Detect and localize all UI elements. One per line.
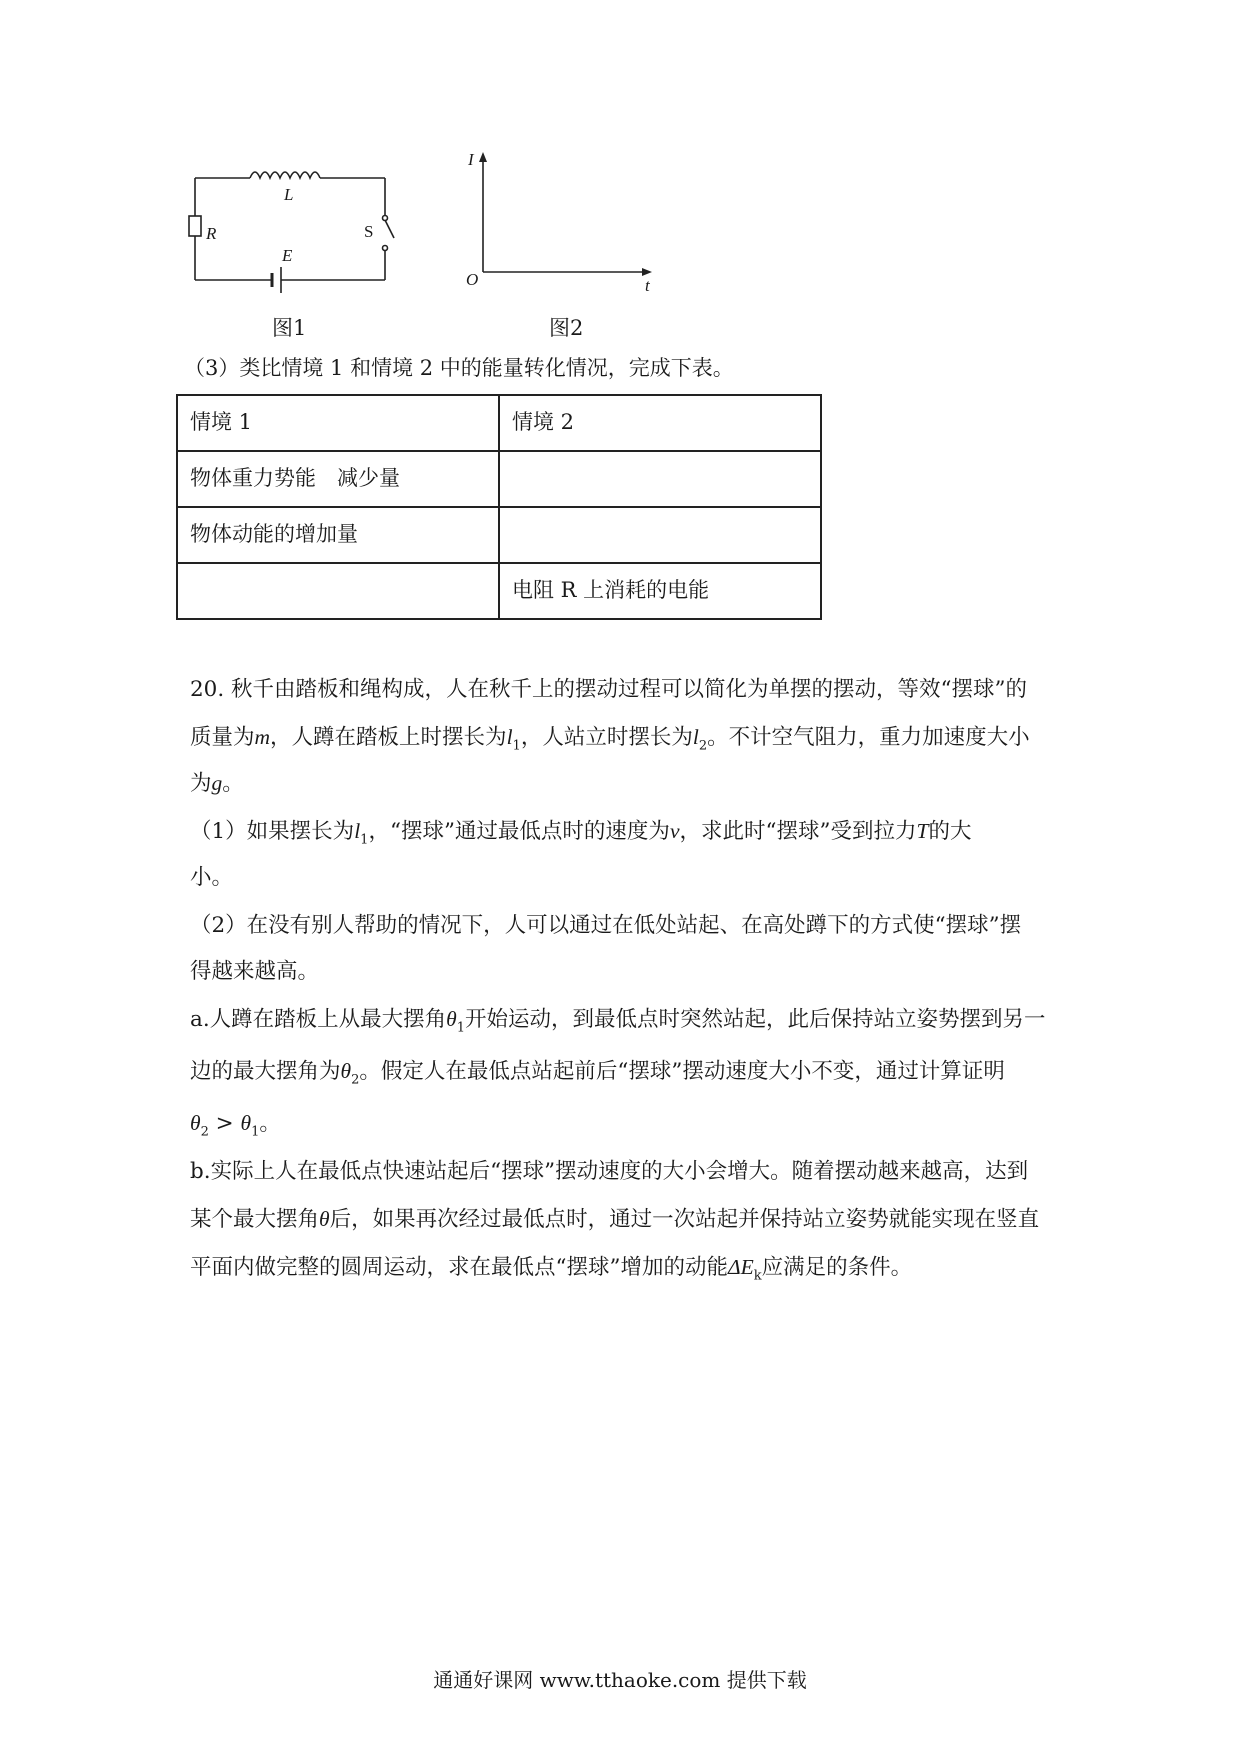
text: 。假定人在最低点站起前后“摆球”摆动速度大小不变，通过计算证明 (359, 1059, 1005, 1084)
text: ，人站立时摆长为 (520, 725, 693, 750)
page-footer: 通通好课网 www.tthaoke.com 提供下载 (433, 1668, 807, 1692)
var-theta: θ (446, 1007, 457, 1031)
battery-label: E (282, 246, 293, 265)
text: 。 (222, 771, 244, 796)
q20-part1-line1 (190, 818, 1070, 853)
text: ，人蹲在踏板上时摆长为 (270, 725, 507, 750)
q20-a-line3 (190, 1110, 1070, 1145)
var-m: m (254, 725, 271, 749)
table-cell: 物体动能的增加量 (177, 507, 499, 563)
var-l: l (506, 725, 513, 749)
table-row (177, 451, 821, 507)
text: 应满足的条件。 (761, 1255, 913, 1280)
var-theta: θ (340, 1059, 352, 1083)
inequality: > (208, 1111, 241, 1136)
q20-b-line1 (190, 1158, 1070, 1185)
var-v: v (669, 819, 680, 843)
table-row (177, 507, 821, 563)
text: a.人蹲在踏板上从最大摆角 (190, 1007, 447, 1032)
var-theta: θ (240, 1111, 252, 1135)
table-row (177, 563, 821, 619)
text: 开始运动，到最低点时突然站起，此后保持站立姿势摆到另一 (465, 1007, 1046, 1032)
var-g: g (211, 771, 223, 795)
subscript: 1 (512, 738, 521, 754)
q20-b-line2 (190, 1206, 1070, 1233)
text: b.实际上人在最低点快速站起后“摆球”摆动速度的大小会增大。随着摆动越来越高，达到 (190, 1159, 1029, 1184)
table-cell: 情境 2 (499, 395, 821, 451)
q20-a-line2 (190, 1058, 1070, 1093)
figure2-caption: 图2 (549, 316, 584, 340)
origin-label: O (466, 270, 479, 289)
text: 。不计空气阻力，重力加速度大小 (707, 725, 1030, 750)
figure1-caption: 图1 (272, 316, 307, 340)
switch-label: S (364, 222, 374, 241)
table-row (177, 395, 821, 451)
q20-intro-line3 (190, 770, 1070, 797)
text: 边的最大摆角为 (190, 1059, 341, 1084)
table-cell: 物体重力势能 减少量 (177, 451, 499, 507)
text: 的大 (928, 819, 972, 844)
q20-a-line1 (190, 1006, 1070, 1041)
q20-intro-line2 (190, 724, 1070, 759)
text: 秋千由踏板和绳构成，人在秋千上的摆动过程可以简化为单摆的摆动，等效“摆球”的 (231, 677, 1028, 702)
var-theta: θ (319, 1207, 330, 1231)
text: 小。 (190, 865, 234, 890)
inductor-label: L (284, 185, 294, 204)
table-cell (499, 451, 821, 507)
resistor-label: R (206, 224, 217, 243)
var-theta: θ (190, 1111, 201, 1135)
text: （1）如果摆长为 (190, 819, 355, 844)
var-l: l (354, 819, 361, 843)
text: 平面内做完整的圆周运动，求在最低点“摆球”增加的动能 (190, 1255, 728, 1280)
text: 后，如果再次经过最低点时，通过一次站起并保持站立姿势就能实现在竖直 (329, 1207, 1040, 1232)
subscript: 1 (456, 1020, 465, 1036)
text: 某个最大摆角 (190, 1207, 320, 1232)
subscript: k (753, 1268, 762, 1284)
q20-intro-line1 (190, 676, 1070, 703)
q20-b-line3 (190, 1254, 1070, 1289)
energy-table (176, 394, 822, 620)
table-cell (177, 563, 499, 619)
text: ，“摆球”通过最低点时的速度为 (368, 819, 670, 844)
subscript: 2 (351, 1072, 360, 1088)
table-cell: 电阻 R 上消耗的电能 (499, 563, 821, 619)
var-l: l (692, 725, 699, 749)
question-number: 20. (190, 677, 225, 702)
axis-i-label: I (468, 150, 474, 169)
subscript: 2 (698, 738, 708, 754)
subscript: 1 (360, 832, 369, 848)
current-time-axes (470, 148, 660, 278)
table-cell: 情境 1 (177, 395, 499, 451)
axis-t-label: t (645, 276, 650, 295)
q20-part1-line2 (190, 864, 1070, 891)
subscript: 1 (251, 1124, 260, 1140)
text: 得越来越高。 (190, 959, 320, 984)
text: （2）在没有别人帮助的情况下，人可以通过在低处站起、在高处蹲下的方式使“摆球”摆 (190, 913, 1022, 938)
text: ，求此时“摆球”受到拉力 (679, 819, 917, 844)
q20-part2-line1 (190, 912, 1070, 939)
subscript: 2 (200, 1124, 209, 1140)
text: 为 (190, 771, 212, 796)
part3-instruction: （3）类比情境 1 和情境 2 中的能量转化情况，完成下表。 (184, 356, 734, 380)
text: 质量为 (190, 725, 255, 750)
var-t: T (916, 819, 929, 843)
table-cell (499, 507, 821, 563)
delta-ek: ΔE (728, 1255, 754, 1279)
text: 。 (259, 1111, 281, 1136)
q20-part2-line2 (190, 958, 1070, 985)
